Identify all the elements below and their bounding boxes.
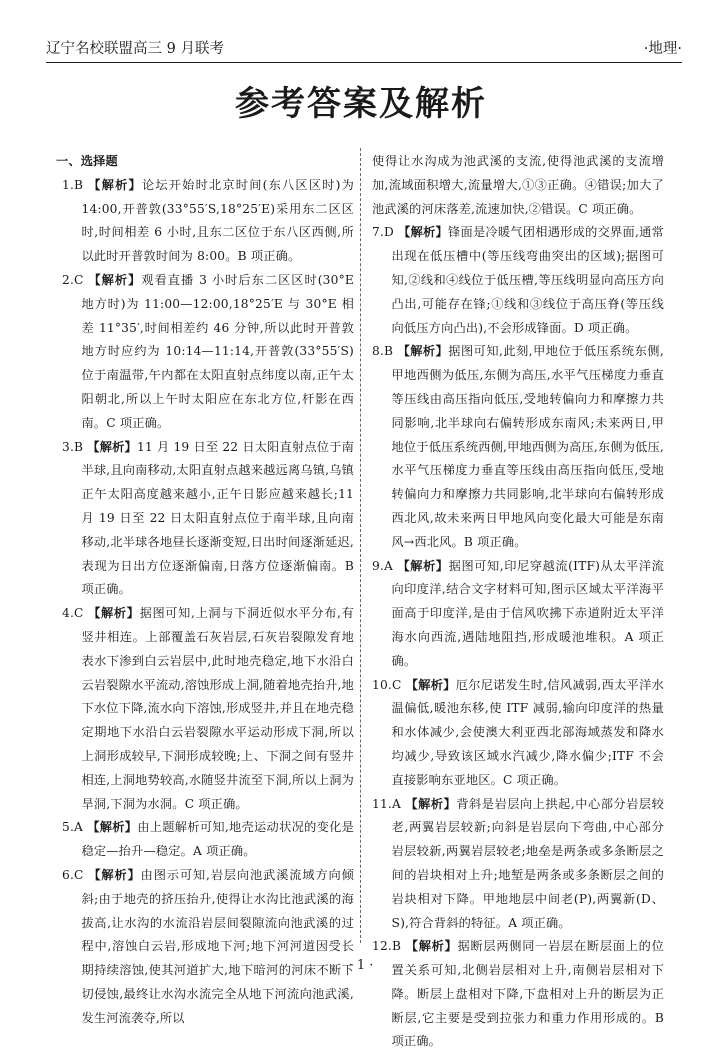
analysis-text: 据图可知,此刻,甲地位于低压系统东侧,甲地西侧为低压,东侧为高压,水平气压梯度力垂直等压线由高压指向低压,受地转偏向力和摩擦力共同影响,北半球向右偏转形成东南风;未来两日,甲地位于低压系统西侧,甲地西侧为高压,东侧为低压,水平气压梯度力垂直等压线由高压指向低压,受地转偏向力和摩擦力共同影响,北半球向右偏转形成西北风,故未来两日甲地风向变化最大可能是东南风→西北风。B 项正确。: [391, 344, 665, 549]
answer-number: 5.A: [62, 820, 84, 835]
analysis-tag: 【解析】: [405, 939, 458, 954]
section-heading: 一、选择题: [56, 154, 118, 168]
answer-item-8: [372, 340, 664, 554]
page-number: · 1 ·: [348, 958, 374, 973]
subject-label: ·地理·: [643, 41, 682, 57]
answer-number: 7.D: [372, 225, 394, 240]
answer-item-12: [372, 935, 664, 1054]
answer-number: 3.B: [62, 439, 84, 454]
analysis-tag: 【解析】: [405, 677, 456, 692]
analysis-text: 观看直播 3 小时后东二区区时(30°E 地方时)为 11:00—12:00,18°25′E 与 30°E 相差 11°35′,时间相差约 46 分钟,所以此时开普敦地方时应约为 10:14—11:14,开普敦(33°55′S)位于南温带,午内都在太阳直射点纬度以南,正午太阳朝北,所以上午时太阳应在东北方位,杆影在西南。C 项正确。: [81, 272, 354, 430]
analysis-text: 锋面是冷暖气团相遇形成的交界面,通常出现在低压槽中(等压线弯曲突出的区域);据图可知,②线和④线位于低压槽,等压线明显向高压方向凸出,可能存在锋;①线和③线位于高压脊(等压线向低压方向凸出),不会形成锋面。D 项正确。: [391, 225, 664, 335]
answer-item-4: [62, 602, 354, 816]
answer-number: 1.B: [62, 177, 84, 192]
answer-item-10: [372, 674, 664, 793]
analysis-text: 厄尔尼诺发生时,信风减弱,西太平洋水温偏低,暖池东移,使 ITF 减弱,输向印度洋的热量和水体减少,会使澳大利亚西北部海域蒸发和降水均减少,导致该区域水汽减少,降水偏少;ITF 不会直接影响东亚地区。C 项正确。: [391, 677, 664, 787]
answer-item-3: [62, 436, 354, 603]
page-title: 参考答案及解析: [235, 84, 487, 124]
analysis-text: 据图可知,上洞与下洞近似水平分布,有竖井相连。上部覆盖石灰岩层,石灰岩裂隙发育地表水下渗到白云岩层中,此时地壳稳定,地下水沿白云岩裂隙水平流动,溶蚀形成上洞,随着地壳抬升,地下水位下降,流水向下溶蚀,形成竖井,并且在地壳稳定期地下水沿白云岩裂隙水平运动形成下洞,所以上洞形成较早,下洞形成较晚;上、下洞之间有竖井相连,上洞地势较高,水随竖井流至下洞,所以上洞为旱洞,下洞为水洞。C 项正确。: [81, 606, 354, 811]
analysis-tag: 【解析】: [405, 796, 457, 811]
answer-number: 11.A: [372, 796, 401, 811]
answer-number: 4.C: [62, 606, 84, 621]
analysis-tag: 【解析】: [88, 177, 142, 192]
analysis-text: 11 月 19 日至 22 日太阳直射点位于南半球,且向南移动,太阳直射点越来越远离乌镇,乌镇正午太阳高度越来越小,正午日影应越来越长;11 月 19 日至 22 日太阳直射点位于南半球,且向南移动,北半球各地昼长逐渐变短,日出时间逐渐延迟,表现为日出方位逐渐偏南,日落方位逐渐偏南。B 项正确。: [81, 439, 355, 597]
left-column: [56, 150, 355, 1030]
answer-item-7: [372, 221, 664, 340]
answer-number: 2.C: [62, 272, 84, 287]
analysis-text: 据图可知,印尼穿越流(ITF)从太平洋流向印度洋,结合文字材料可知,图示区域太平洋海平面高于印度洋,是由于信风吹拂下赤道附近太平洋海水向西流,遇陆地阻挡,形成暖池堆积。A 项正确。: [391, 558, 664, 668]
analysis-text: 由图示可知,岩层向池武溪流域方向倾斜;由于地壳的挤压抬升,使得让水沟比池武溪的海拔高,让水沟的水流沿岩层间裂隙流向池武溪的过程中,溶蚀白云岩,形成地下河;地下河河道因受长期持续溶蚀,使其河道扩大,地下暗河的河床不断下切侵蚀,最终让水沟水流完全从地下河流向池武溪,发生河流袭夺,所以: [81, 867, 354, 1025]
answer-item-1: [62, 174, 354, 269]
analysis-text: 论坛开始时北京时间(东八区区时)为 14:00,开普敦(33°55′S,18°25′E)采用东二区区时,时间相差 6 小时,且东二区位于东八区西侧,所以此时开普敦时间为 8:00。B 项正确。: [81, 177, 354, 264]
answer-item-6-continued: 使得让水沟成为池武溪的支流,使得池武溪的支流增加,流域面积增大,流量增大,①③正确。④错误;加大了池武溪的河床落差,流速加快,②错误。C 项正确。: [372, 154, 664, 216]
answer-number: 12.B: [372, 939, 402, 954]
answer-item-9: [372, 555, 664, 674]
analysis-tag: 【解析】: [397, 344, 449, 359]
analysis-tag: 【解析】: [397, 558, 449, 573]
answer-number: 9.A: [372, 558, 394, 573]
answer-item-2: [62, 269, 354, 436]
answer-item-5: [62, 816, 354, 864]
analysis-tag: 【解析】: [88, 867, 141, 882]
answer-item-6: [62, 864, 354, 1031]
exam-name: 辽宁名校联盟高三 9 月联考: [46, 41, 224, 57]
column-divider: [360, 148, 361, 943]
analysis-tag: 【解析】: [88, 272, 142, 287]
analysis-text: 背斜是岩层向上拱起,中心部分岩层较老,两翼岩层较新;向斜是岩层向下弯曲,中心部分岩层较新,两翼岩层较老;地垒是两条或多条断层之间的岩块相对上升;地堑是两条或多条断层之间的岩块相对下降。甲地地层中间老(P),两翼新(D、S),符合背斜的特征。A 项正确。: [391, 796, 664, 930]
answer-number: 8.B: [372, 344, 394, 359]
answer-item-11: [372, 793, 664, 936]
answer-number: 6.C: [62, 867, 84, 882]
right-column: [372, 150, 664, 1054]
analysis-text: 据断层两侧同一岩层在断层面上的位置关系可知,北侧岩层相对上升,南侧岩层相对下降。断层上盘相对下降,下盘相对上升的断层为正断层,它主要是受到拉张力和重力作用形成的。B 项正确。: [391, 939, 664, 1049]
page-header: [46, 38, 682, 60]
answer-number: 10.C: [372, 677, 402, 692]
analysis-text: 由上题解析可知,地壳运动状况的变化是稳定—抬升—稳定。A 项正确。: [81, 820, 354, 859]
analysis-tag: 【解析】: [398, 225, 449, 240]
analysis-tag: 【解析】: [87, 439, 137, 454]
header-rule: [46, 62, 682, 63]
analysis-tag: 【解析】: [88, 606, 140, 621]
analysis-tag: 【解析】: [87, 820, 138, 835]
